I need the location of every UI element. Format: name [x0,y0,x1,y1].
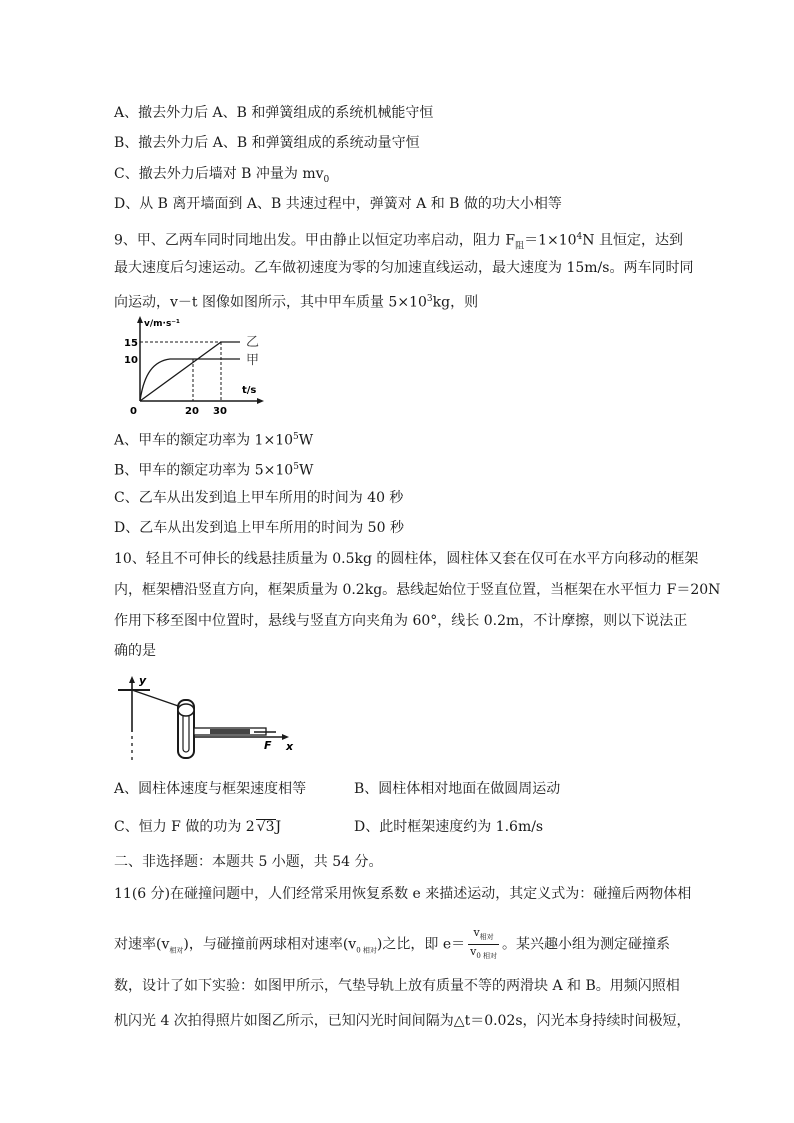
q10-option-a: A、圆柱体速度与框架速度相等 [114,781,307,797]
vt-xlabel: t/s [242,385,257,396]
q11-frac-den-sub: 0 相对 [476,952,498,961]
q8-option-a: A、撤去外力后 A、B 和弹簧组成的系统机械能守恒 [114,105,434,121]
q11-line2-sub2: 0 相对 [356,946,377,955]
q9-stem-line1 [114,227,683,256]
q10-stem-line4: 确的是 [114,643,156,659]
q9-option-a-sup: 5 [293,432,299,442]
vt-x-arrow [257,398,264,404]
q11-frac-num-v: v [473,926,480,939]
q9-option-b [114,457,313,481]
q9-option-a-text: A、甲车的额定功率为 1×10 [114,432,294,449]
q11-line2-c: )之比，即 e＝ [376,936,466,953]
q8-option-d: D、从 B 离开墙面到 A、B 共速过程中，弹簧对 A 和 B 做的功大小相等 [114,196,562,212]
q10-stem-line1: 10、轻且不可伸长的线悬挂质量为 0.5kg 的圆柱体，圆柱体又套在仅可在水平方向移动的框架 [114,551,699,567]
q10-option-c-radicand: 3 [265,819,275,835]
q10-stem-line3: 作用下移至图中位置时，悬线与竖直方向夹角为 60°，线长 0.2m，不计摩擦，则以下说法正 [114,613,688,629]
q9-stem-line1-a: 9、甲、乙两车同时同地出发。甲由静止以恒定功率启动，阻力 F [114,232,516,249]
vt-y-arrow [137,316,143,323]
q9-vt-graph [122,315,272,420]
q9-stem-line1-c: N 且恒定，达到 [582,232,683,249]
q11-frac-den-v: v [470,945,477,959]
q10-option-d: D、此时框架速度约为 1.6m/s [354,819,544,835]
q9-stem-line3-sup: 3 [426,294,433,304]
q11-line2-d: 。某兴趣小组为测定碰撞系 [502,936,671,953]
q11-frac-den [468,945,499,963]
q9-stem-line2: 最大速度后匀速运动。乙车做初速度为零的匀加速直线运动，最大速度为 15m/s。两车同时同 [114,260,694,276]
q8-option-c [114,164,329,190]
q9-option-d: D、乙车从出发到追上甲车所用的时间为 50 秒 [114,520,404,536]
vt-ylabel: v/m·s⁻¹ [144,319,180,329]
fig-x-label: x [286,740,294,753]
vt-line-yi [140,342,240,401]
q10-option-c-sqrt: √3 [256,819,275,835]
vt-origin: 0 [130,406,137,417]
q11-stem-line4: 机闪光 4 次拍得照片如图乙所示，已知闪光时间间隔为△t＝0.02s，闪光本身持续时间极短， [114,1013,691,1029]
q11-line2-a: 对速率(v [114,936,170,953]
q11-stem-line3: 数，设计了如下实验：如图甲所示，气垫导轨上放有质量不等的两滑块 A 和 B。用频闪照相 [114,978,680,994]
q10-stem-line2: 内，框架槽沿竖直方向，框架质量为 0.2kg。悬线起始位于竖直位置，当框架在水平恒力 F＝20N [114,582,721,598]
fig-cylinder [178,704,194,716]
fig-y-arrow [129,676,135,683]
vt-ytick-10: 10 [124,355,138,366]
q9-option-b-sup: 5 [293,462,299,472]
q9-option-a [114,427,313,451]
vt-label-jia: 甲 [246,353,260,368]
q11-line2-sub1: 相对 [169,946,184,955]
q9-stem-line1-sup: 4 [576,232,583,242]
vt-xtick-20: 20 [185,406,199,417]
q9-option-a-unit: W [298,432,314,449]
q8-option-b: B、撤去外力后 A、B 和弹簧组成的系统动量守恒 [114,135,420,151]
q9-stem-line1-b: ＝1×10 [524,232,577,249]
q9-stem-line3-a: 向运动，v－t 图像如图所示，其中甲车质量 5×10 [114,294,427,311]
q9-stem-line3-b: kg，则 [432,294,479,311]
q11-frac-num [468,926,499,945]
vt-xtick-30: 30 [213,406,227,417]
q9-stem-line3 [114,289,478,313]
section2-heading: 二、非选择题：本题共 5 小题，共 54 分。 [114,854,383,870]
q9-option-b-text: B、甲车的额定功率为 5×10 [114,462,294,479]
q10-frame-figure [114,670,304,770]
q9-option-b-unit: W [298,462,314,479]
fig-rod-inner [210,729,250,734]
fig-y-label: y [139,674,147,687]
q11-fraction [468,926,499,963]
q8-option-c-text: C、撤去外力后墙对 B 冲量为 mv [114,166,324,182]
q10-option-b: B、圆柱体相对地面在做圆周运动 [354,781,561,797]
fig-F-label: F [264,739,272,752]
q10-option-c-text: C、恒力 F 做的功为 2 [114,819,255,835]
vt-label-yi: 乙 [246,335,260,350]
q9-option-c: C、乙车从出发到追上甲车所用的时间为 40 秒 [114,490,404,506]
q11-line2-b: )，与碰撞前两球相对速率(v [183,936,357,953]
q11-frac-num-sub: 相对 [479,933,494,942]
q11-stem-line2 [114,926,670,965]
q9-stem-line1-sub: 阻 [515,241,525,252]
q11-stem-line1: 11(6 分)在碰撞问题中，人们经常采用恢复系数 e 来描述运动，其定义式为：碰撞后两物体相 [114,886,692,902]
q8-option-c-sub: 0 [323,174,330,185]
q10-option-c-unit: J [275,819,282,835]
vt-ytick-15: 15 [124,338,138,349]
fig-string [132,690,184,708]
q10-option-c [114,817,281,837]
